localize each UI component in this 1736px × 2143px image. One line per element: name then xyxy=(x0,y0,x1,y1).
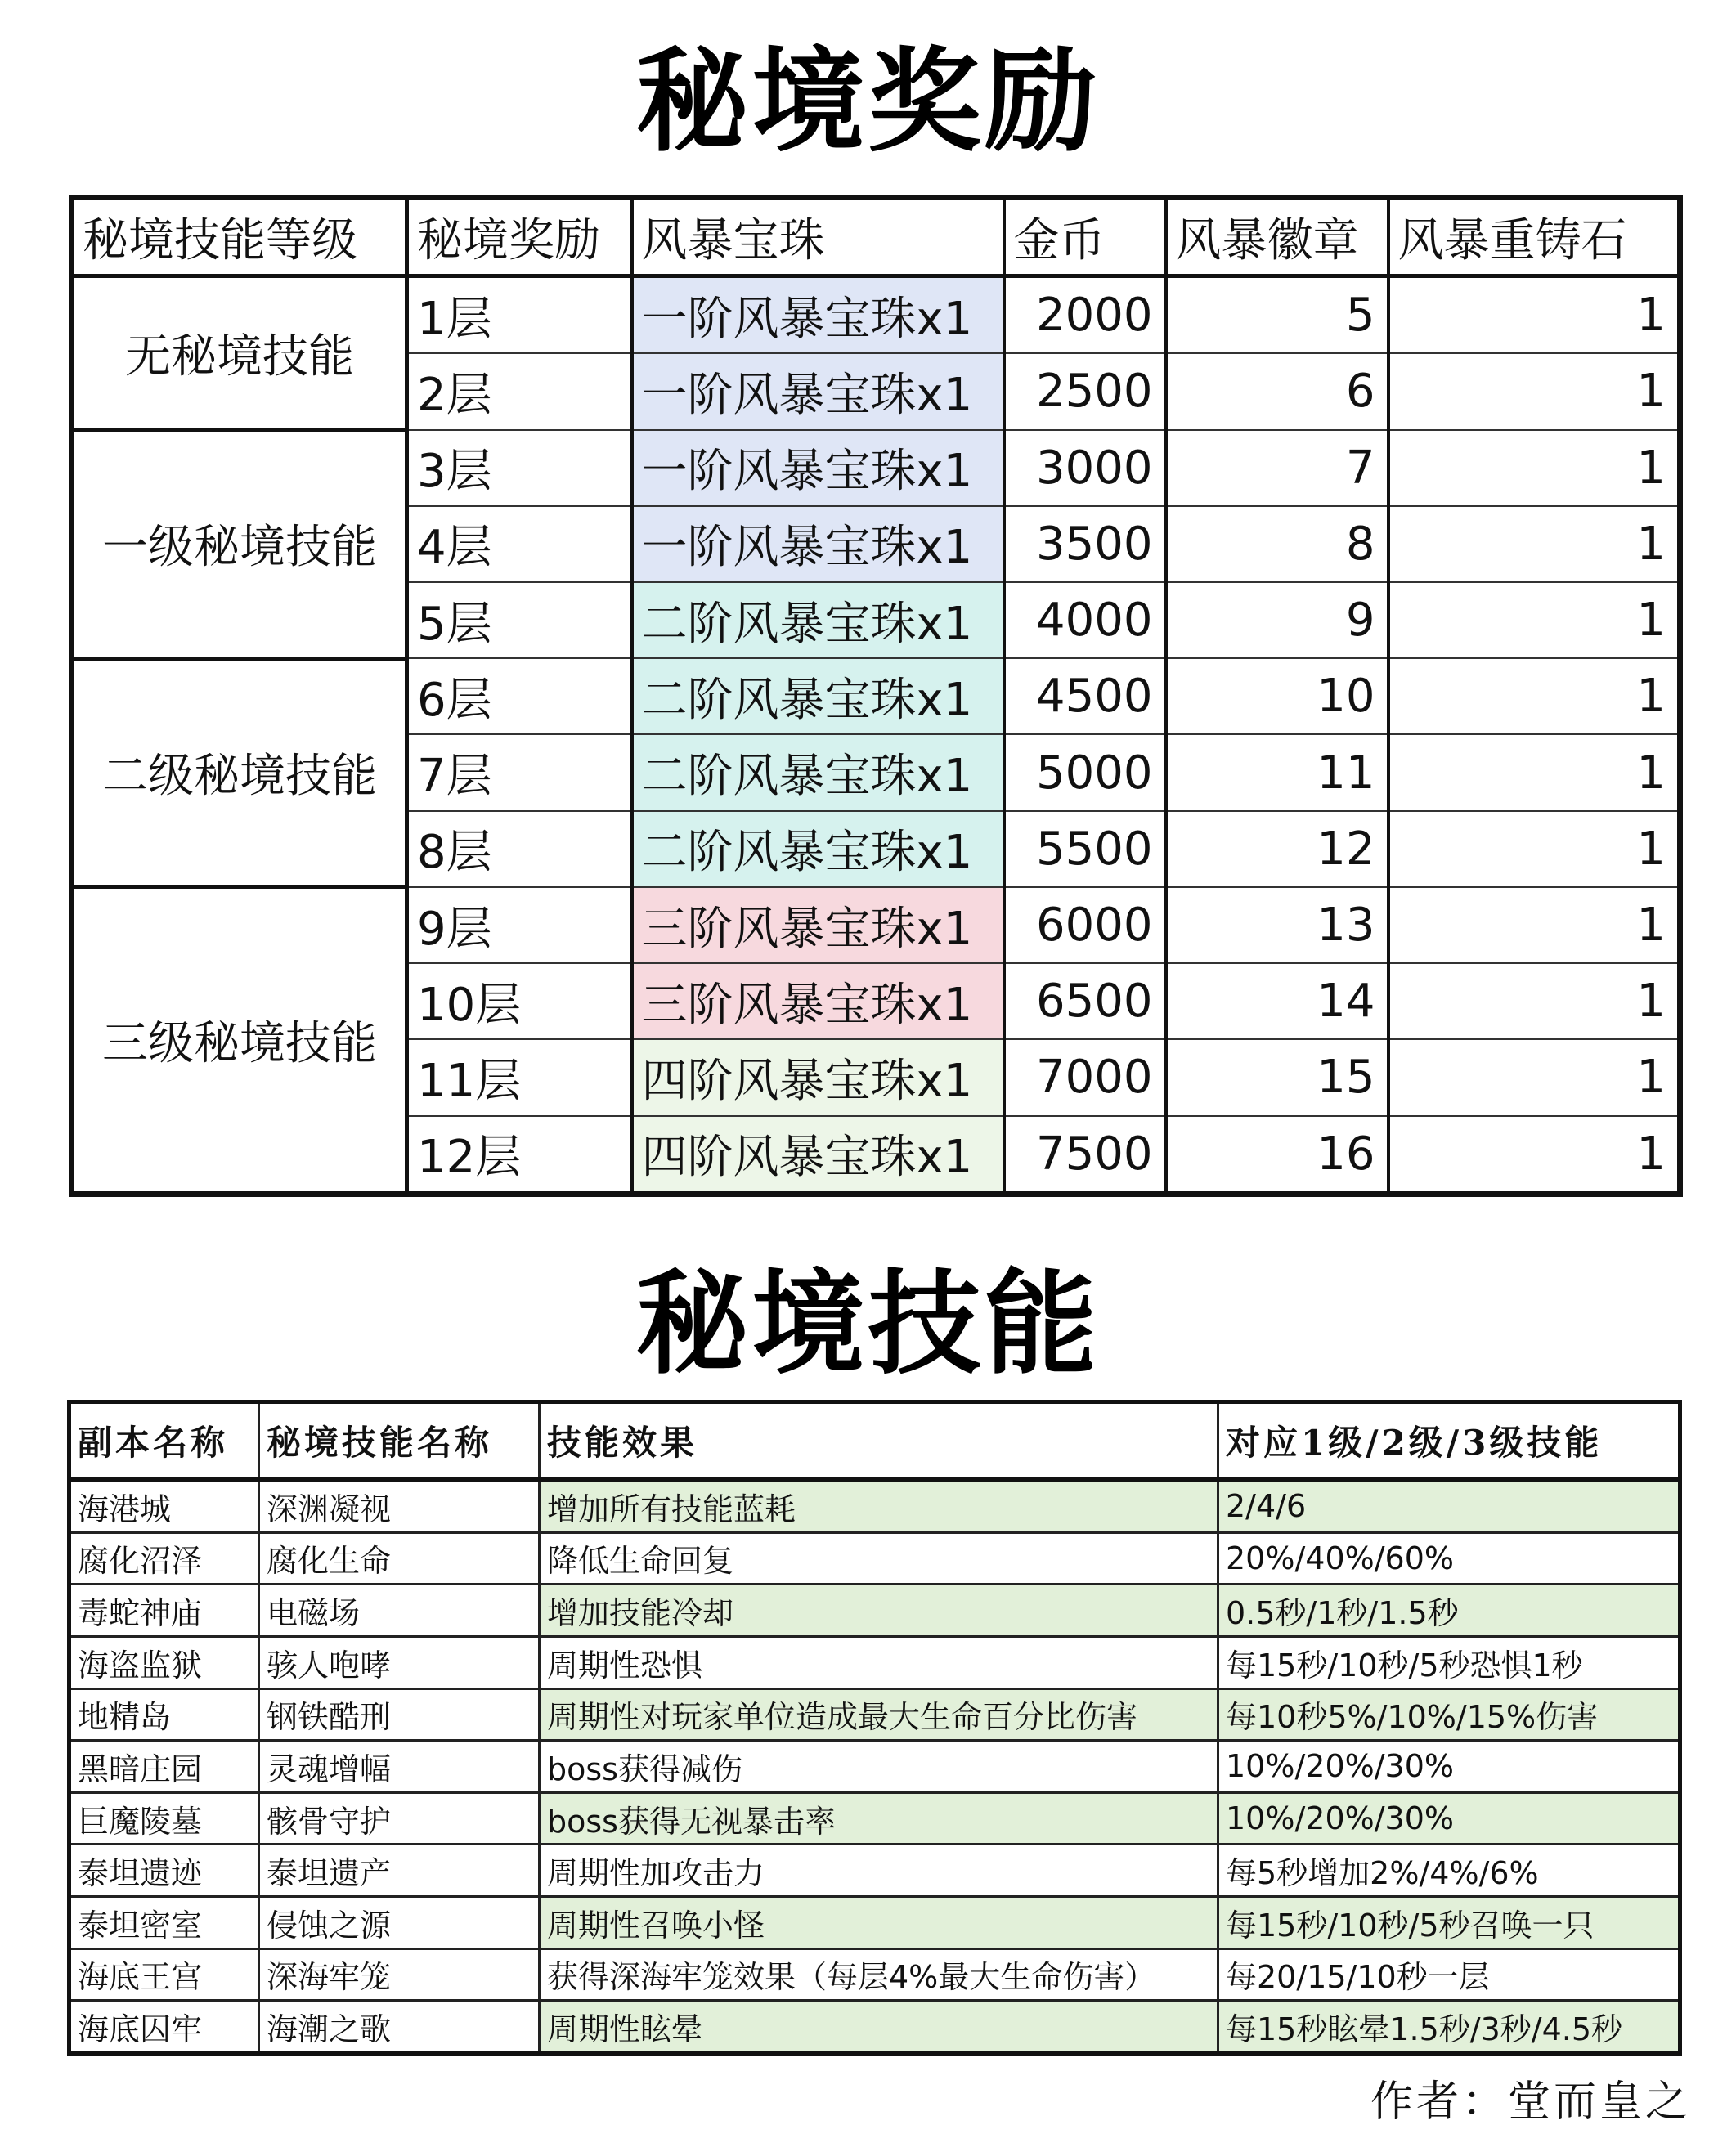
skill-effect-cell: 周期性召唤小怪 xyxy=(540,1897,1218,1949)
recast-stone-cell: 1 xyxy=(1388,811,1680,887)
storm-badge-cell: 13 xyxy=(1166,887,1388,963)
skill-row xyxy=(70,2001,1680,2054)
gold-cell: 7500 xyxy=(1004,1116,1166,1195)
skill-effect-cell: 降低生命回复 xyxy=(540,1532,1218,1585)
skill-name-cell: 深海牢笼 xyxy=(259,1948,540,2001)
skill-name-cell: 骸骨守护 xyxy=(259,1792,540,1845)
storm-badge-cell: 10 xyxy=(1166,658,1388,734)
skill-levels-cell: 每15秒/10秒/5秒召唤一只 xyxy=(1218,1897,1680,1949)
header-skill-level: 秘境技能等级 xyxy=(72,198,407,276)
dungeon-name-cell: 海底囚牢 xyxy=(70,2001,259,2054)
header-dungeon-name: 副本名称 xyxy=(70,1402,259,1480)
gold-cell: 2000 xyxy=(1004,276,1166,354)
storm-orb-cell: 三阶风暴宝珠x1 xyxy=(632,963,1004,1039)
recast-stone-cell: 1 xyxy=(1388,658,1680,734)
storm-badge-cell: 11 xyxy=(1166,734,1388,810)
dungeon-name-cell: 海盗监狱 xyxy=(70,1636,259,1688)
skills-header-row xyxy=(70,1402,1680,1480)
gold-cell: 2500 xyxy=(1004,353,1166,429)
header-reward: 秘境奖励 xyxy=(407,198,632,276)
skill-levels-cell: 每20/15/10秒一层 xyxy=(1218,1948,1680,2001)
storm-badge-cell: 8 xyxy=(1166,506,1388,582)
rewards-table xyxy=(69,195,1683,1197)
storm-orb-cell: 二阶风暴宝珠x1 xyxy=(632,811,1004,887)
skill-name-cell: 深渊凝视 xyxy=(259,1480,540,1533)
recast-stone-cell: 1 xyxy=(1388,506,1680,582)
rewards-title: 秘境奖励 xyxy=(635,34,1101,168)
skill-row xyxy=(70,1741,1680,1793)
storm-badge-cell: 12 xyxy=(1166,811,1388,887)
storm-badge-cell: 14 xyxy=(1166,963,1388,1039)
author-credit: 作者：堂而皇之 xyxy=(1370,2078,1691,2127)
skill-row xyxy=(70,1636,1680,1688)
reward-row xyxy=(72,887,1680,963)
header-skill-name: 秘境技能名称 xyxy=(259,1402,540,1480)
skill-row xyxy=(70,1897,1680,1949)
reward-row xyxy=(72,658,1680,734)
skill-name-cell: 灵魂增幅 xyxy=(259,1741,540,1793)
gold-cell: 6500 xyxy=(1004,963,1166,1039)
skill-effect-cell: boss获得无视暴击率 xyxy=(540,1792,1218,1845)
storm-orb-cell: 一阶风暴宝珠x1 xyxy=(632,430,1004,506)
skill-name-cell: 腐化生命 xyxy=(259,1532,540,1585)
skill-row xyxy=(70,1792,1680,1845)
skill-name-cell: 海潮之歌 xyxy=(259,2001,540,2054)
header-gold: 金币 xyxy=(1004,198,1166,276)
gold-cell: 4000 xyxy=(1004,582,1166,658)
skill-effect-cell: 周期性对玩家单位造成最大生命百分比伤害 xyxy=(540,1688,1218,1741)
header-recast-stone: 风暴重铸石 xyxy=(1388,198,1680,276)
skill-effect-cell: 周期性恐惧 xyxy=(540,1636,1218,1688)
skill-row xyxy=(70,1688,1680,1741)
recast-stone-cell: 1 xyxy=(1388,582,1680,658)
skill-row xyxy=(70,1480,1680,1533)
recast-stone-cell: 1 xyxy=(1388,276,1680,354)
skill-levels-cell: 10%/20%/30% xyxy=(1218,1741,1680,1793)
header-storm-badge: 风暴徽章 xyxy=(1166,198,1388,276)
header-skill-levels: 对应1级/2级/3级技能 xyxy=(1218,1402,1680,1480)
reward-row xyxy=(72,276,1680,354)
skill-level-cell: 三级秘境技能 xyxy=(72,887,407,1195)
storm-badge-cell: 6 xyxy=(1166,353,1388,429)
storm-orb-cell: 一阶风暴宝珠x1 xyxy=(632,276,1004,354)
skill-row xyxy=(70,1585,1680,1637)
gold-cell: 5500 xyxy=(1004,811,1166,887)
floor-cell: 10层 xyxy=(407,963,632,1039)
skill-levels-cell: 20%/40%/60% xyxy=(1218,1532,1680,1585)
gold-cell: 6000 xyxy=(1004,887,1166,963)
skill-name-cell: 钢铁酷刑 xyxy=(259,1688,540,1741)
dungeon-name-cell: 泰坦密室 xyxy=(70,1897,259,1949)
skill-effect-cell: boss获得减伤 xyxy=(540,1741,1218,1793)
gold-cell: 3500 xyxy=(1004,506,1166,582)
skill-row xyxy=(70,1532,1680,1585)
skill-effect-cell: 增加技能冷却 xyxy=(540,1585,1218,1637)
skill-name-cell: 骇人咆哮 xyxy=(259,1636,540,1688)
skill-name-cell: 电磁场 xyxy=(259,1585,540,1637)
floor-cell: 8层 xyxy=(407,811,632,887)
dungeon-name-cell: 黑暗庄园 xyxy=(70,1741,259,1793)
storm-badge-cell: 7 xyxy=(1166,430,1388,506)
skill-row xyxy=(70,1948,1680,2001)
rewards-header-row xyxy=(72,198,1680,276)
gold-cell: 4500 xyxy=(1004,658,1166,734)
dungeon-name-cell: 地精岛 xyxy=(70,1688,259,1741)
storm-orb-cell: 三阶风暴宝珠x1 xyxy=(632,887,1004,963)
floor-cell: 5层 xyxy=(407,582,632,658)
dungeon-name-cell: 海港城 xyxy=(70,1480,259,1533)
gold-cell: 5000 xyxy=(1004,734,1166,810)
dungeon-name-cell: 泰坦遗迹 xyxy=(70,1845,259,1897)
storm-orb-cell: 二阶风暴宝珠x1 xyxy=(632,582,1004,658)
storm-orb-cell: 一阶风暴宝珠x1 xyxy=(632,506,1004,582)
skill-levels-cell: 每15秒眩晕1.5秒/3秒/4.5秒 xyxy=(1218,2001,1680,2054)
storm-orb-cell: 二阶风暴宝珠x1 xyxy=(632,658,1004,734)
skill-levels-cell: 每15秒/10秒/5秒恐惧1秒 xyxy=(1218,1636,1680,1688)
storm-badge-cell: 16 xyxy=(1166,1116,1388,1195)
floor-cell: 4层 xyxy=(407,506,632,582)
skill-level-cell: 无秘境技能 xyxy=(72,276,407,430)
skill-name-cell: 侵蚀之源 xyxy=(259,1897,540,1949)
skill-name-cell: 泰坦遗产 xyxy=(259,1845,540,1897)
skill-levels-cell: 0.5秒/1秒/1.5秒 xyxy=(1218,1585,1680,1637)
recast-stone-cell: 1 xyxy=(1388,1116,1680,1195)
storm-orb-cell: 一阶风暴宝珠x1 xyxy=(632,353,1004,429)
skill-levels-cell: 每5秒增加2%/4%/6% xyxy=(1218,1845,1680,1897)
recast-stone-cell: 1 xyxy=(1388,963,1680,1039)
dungeon-name-cell: 腐化沼泽 xyxy=(70,1532,259,1585)
storm-badge-cell: 9 xyxy=(1166,582,1388,658)
skill-effect-cell: 周期性加攻击力 xyxy=(540,1845,1218,1897)
floor-cell: 6层 xyxy=(407,658,632,734)
skill-effect-cell: 获得深海牢笼效果（每层4%最大生命伤害） xyxy=(540,1948,1218,2001)
recast-stone-cell: 1 xyxy=(1388,430,1680,506)
recast-stone-cell: 1 xyxy=(1388,353,1680,429)
storm-badge-cell: 15 xyxy=(1166,1039,1388,1115)
recast-stone-cell: 1 xyxy=(1388,887,1680,963)
skill-level-cell: 一级秘境技能 xyxy=(72,430,407,659)
skills-title: 秘境技能 xyxy=(635,1257,1101,1390)
gold-cell: 7000 xyxy=(1004,1039,1166,1115)
floor-cell: 3层 xyxy=(407,430,632,506)
skill-level-cell: 二级秘境技能 xyxy=(72,658,407,887)
floor-cell: 1层 xyxy=(407,276,632,354)
floor-cell: 9层 xyxy=(407,887,632,963)
storm-orb-cell: 四阶风暴宝珠x1 xyxy=(632,1039,1004,1115)
floor-cell: 2层 xyxy=(407,353,632,429)
floor-cell: 11层 xyxy=(407,1039,632,1115)
storm-badge-cell: 5 xyxy=(1166,276,1388,354)
floor-cell: 7层 xyxy=(407,734,632,810)
skills-table xyxy=(67,1400,1682,2056)
skill-effect-cell: 周期性眩晕 xyxy=(540,2001,1218,2054)
recast-stone-cell: 1 xyxy=(1388,1039,1680,1115)
dungeon-name-cell: 海底王宫 xyxy=(70,1948,259,2001)
skill-row xyxy=(70,1845,1680,1897)
skill-levels-cell: 2/4/6 xyxy=(1218,1480,1680,1533)
header-storm-orb: 风暴宝珠 xyxy=(632,198,1004,276)
recast-stone-cell: 1 xyxy=(1388,734,1680,810)
gold-cell: 3000 xyxy=(1004,430,1166,506)
floor-cell: 12层 xyxy=(407,1116,632,1195)
header-skill-effect: 技能效果 xyxy=(540,1402,1218,1480)
skill-levels-cell: 每10秒5%/10%/15%伤害 xyxy=(1218,1688,1680,1741)
storm-orb-cell: 二阶风暴宝珠x1 xyxy=(632,734,1004,810)
storm-orb-cell: 四阶风暴宝珠x1 xyxy=(632,1116,1004,1195)
dungeon-name-cell: 巨魔陵墓 xyxy=(70,1792,259,1845)
reward-row xyxy=(72,430,1680,506)
dungeon-name-cell: 毒蛇神庙 xyxy=(70,1585,259,1637)
skill-effect-cell: 增加所有技能蓝耗 xyxy=(540,1480,1218,1533)
skill-levels-cell: 10%/20%/30% xyxy=(1218,1792,1680,1845)
